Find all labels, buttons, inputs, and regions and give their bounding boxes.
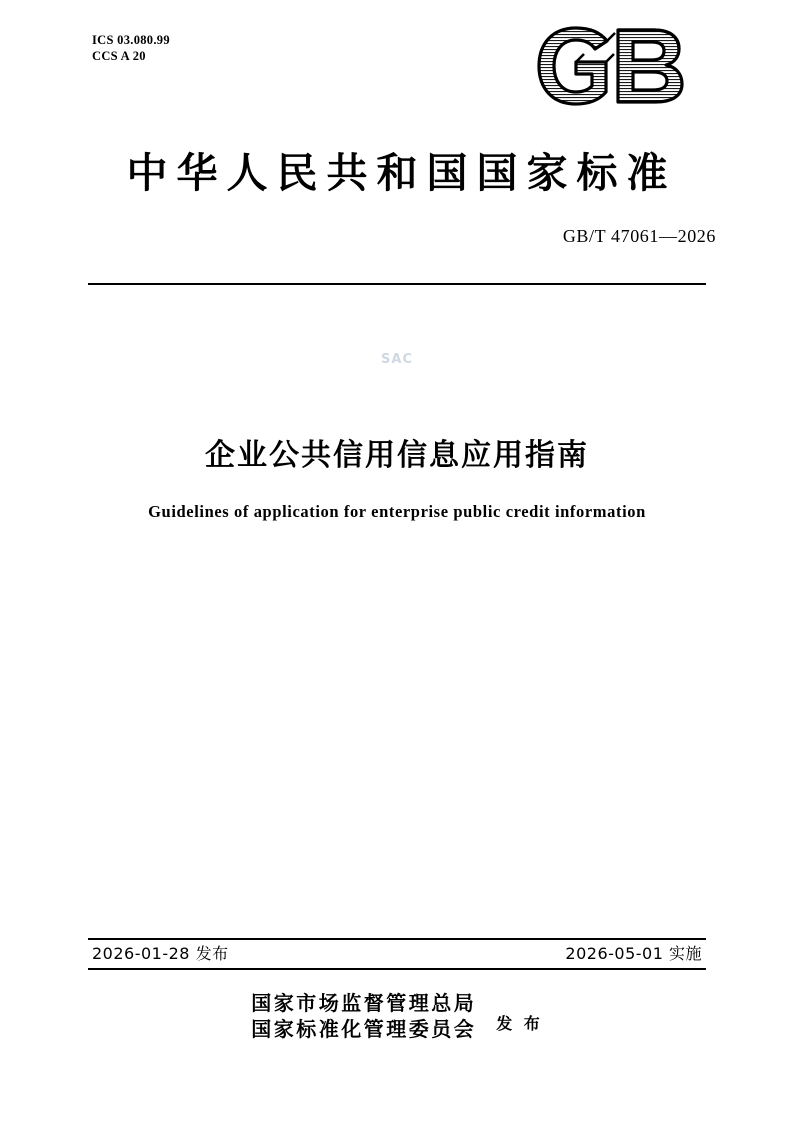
divider-bottom-lower [88,968,706,970]
issuer-line-2: 国家标准化管理委员会 [251,1017,477,1041]
document-title-chinese: 企业公共信用信息应用指南 [205,438,589,473]
ccs-code: CCS A 20 [92,49,146,63]
national-standard-title: 中华人民共和国国家标准 [126,149,677,197]
divider-top [88,283,706,285]
standard-number: GB/T 47061—2026 [562,226,716,246]
ics-code: ICS 03.080.99 [92,33,170,47]
gb-emblem-icon [534,22,706,110]
publish-label: 发 布 [496,1013,543,1033]
issuer-names [251,990,476,1042]
document-title-english: Guidelines of application for enterprise public credit information [148,502,646,521]
issue-date: 2026-01-28 发布 [92,944,229,963]
effective-date: 2026-05-01 实施 [565,944,702,963]
issuer-block [0,990,794,1042]
watermark-text: SAC [381,352,413,367]
classification-codes [92,32,170,64]
divider-bottom-upper [88,938,706,940]
issuer-line-1: 国家市场监督管理总局 [251,991,477,1015]
